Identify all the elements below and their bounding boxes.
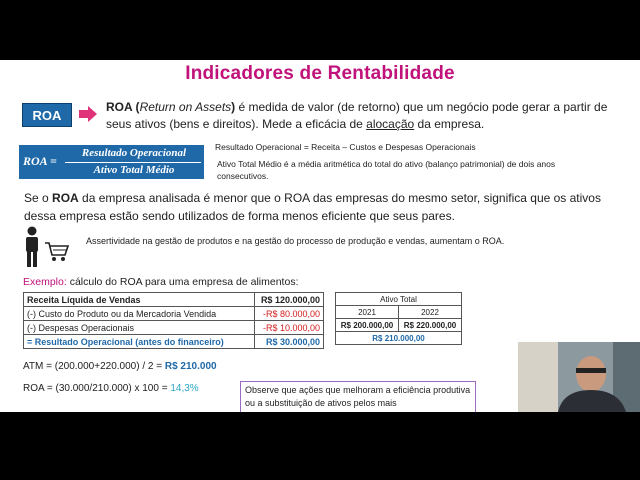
formula-denominator: Ativo Total Médio [93,164,175,176]
table-row: (-) Custo do Produto ou da Mercadoria Vendida -R$ 80.000,00 [24,307,324,321]
presenter-webcam [518,342,640,412]
table-row: 2021 2022 [336,306,462,319]
presenter-video-icon [518,342,640,412]
roa-definition: ROA (Return on Assets) é medida de valor (de retorno) que um negócio pode gerar a partir de seus ativos (bens e direitos). Mede a eficácia de alocação da empresa. [106,100,608,131]
table-row: = Resultado Operacional (antes do financeiro) R$ 30.000,00 [24,335,324,349]
alocacao-underlined: alocação [366,117,415,131]
exemplo-heading: Exemplo: cálculo do ROA para uma empresa de alimentos: [23,276,299,288]
roa-calculation: ROA = (30.000/210.000) x 100 = 14,3% [23,383,199,394]
table-row: R$ 200.000,00 R$ 220.000,00 [336,319,462,332]
formula-fraction-bar [65,162,201,163]
atm-calculation: ATM = (200.000+220.000) / 2 = R$ 210.000 [23,361,217,372]
arrow-right-icon [79,106,97,122]
assertividade-note: Assertividade na gestão de produtos e na gestão do processo de produção e vendas, aumentam o ROA. [86,236,505,246]
table-row: R$ 210.000,00 [336,332,462,345]
shopping-cart-icon [44,240,70,264]
table-row: Receita Líquida de Vendas R$ 120.000,00 [24,293,324,307]
ativo-total-medio-definition: Ativo Total Médio é a média aritmética do total do ativo (balanço patrimonial) de dois anos consecutivos. [217,159,556,181]
roa-calculation-table [23,292,324,349]
comparison-paragraph: Se o ROA da empresa analisada é menor que o ROA das empresas do mesmo setor, significa que os ativos dessa empresa estão sendo utilizados de forma menos eficiente que seus pares. [24,191,601,223]
formula-numerator: Resultado Operacional [81,147,187,159]
table-row: (-) Despesas Operacionais -R$ 10.000,00 [24,321,324,335]
table-row: Ativo Total [336,293,462,306]
person-icon [22,226,42,268]
formula-lhs: ROA = [23,154,57,168]
slide-title: Indicadores de Rentabilidade [185,63,455,84]
roa-term: ROA (Return on Assets) [106,100,236,114]
roa-formula [19,145,204,179]
observation-box: Observe que ações que melhoram a eficiência produtiva ou a substituição de ativos pelos mais [240,381,476,412]
resultado-operacional-definition: Resultado Operacional = Receita – Custos e Despesas Operacionais [215,142,476,152]
ativo-total-table [335,292,462,345]
roa-badge: ROA [22,103,72,127]
